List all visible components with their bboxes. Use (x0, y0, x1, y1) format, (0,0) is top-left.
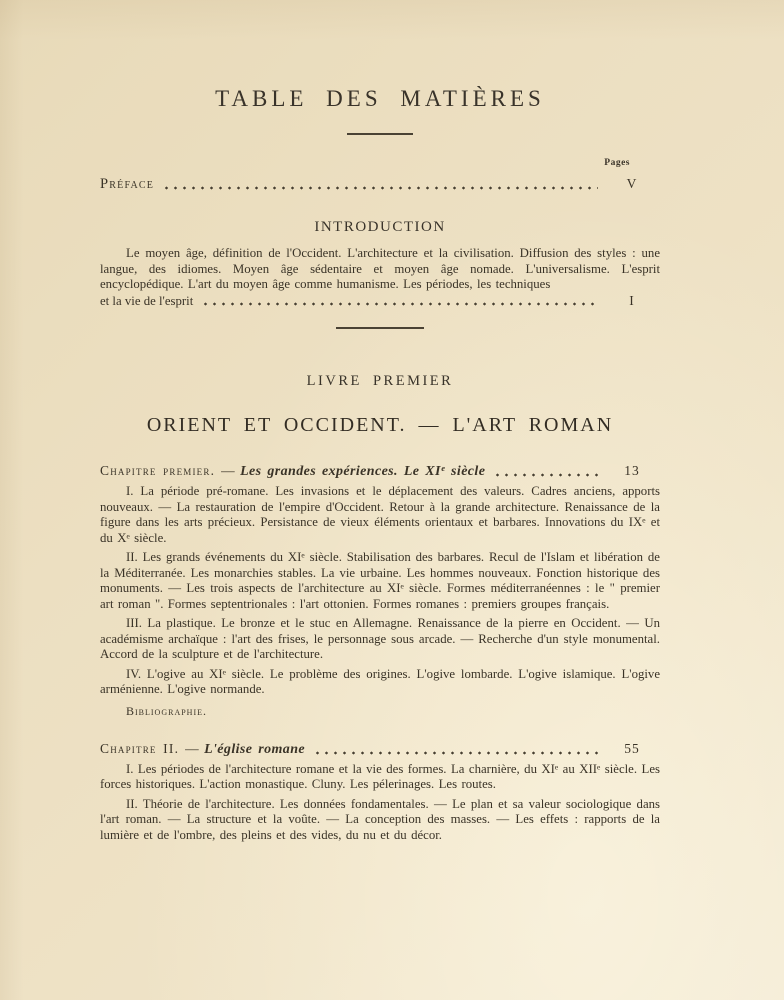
introduction-heading: INTRODUCTION (314, 219, 446, 235)
chapter-2-label (100, 741, 305, 758)
dash-separator: — (221, 463, 237, 478)
toc-entry-chapter-1 (100, 463, 660, 480)
pages-column-header: Pages (604, 158, 630, 168)
chapter-1-section-1: I. La période pré-romane. Les invasions et le déplacement des valeurs. Cadres anciens, apports nouveaux. — La restauration de l'empire d'Occident. Retour à la grande architecture. Renaissance de la figure dans les arts précieux. Persistance de vieux éléments orientaux et barbares. Innovations du IXᵉ et du Xᵉ siècle. (100, 484, 660, 545)
dot-leader (162, 176, 598, 193)
chapter-1-number: Chapitre premier. (100, 463, 216, 478)
toc-entry-preface (100, 176, 660, 193)
chapter-2-page-number: 55 (624, 740, 640, 756)
toc-entry-chapter-2 (100, 741, 660, 758)
introduction-summary: Le moyen âge, définition de l'Occident. L'architecture et la civilisation. Diffusion des styles : une langue, des idiomes. Moyen âge sédentaire et moyen âge nomade. L'universalisme. L'esprit encyclopédique. L'art du moyen âge comme humanisme. Les périodes, les techniques (100, 246, 660, 291)
chapter-2-section-1: I. Les périodes de l'architecture romane et la vie des formes. La charnière, du XIᵉ au XIIᵉ siècle. Les forces historiques. L'action monastique. Cluny. Les pélerinages. Les routes. (100, 761, 660, 791)
chapter-1-bibliography: Bibliographie. (126, 703, 207, 718)
introduction-page-number: I (629, 292, 635, 308)
chapter-1-section-2: II. Les grands événements du XIᵉ siècle. Stabilisation des barbares. Recul de l'Islam et libération de la Méditerranée. Les monarchies stables. La vie urbaine. Les hommes nouveaux. Fonction historique des monuments. — Les trois aspects de l'architecture au XIᵉ siècle. Formes méditerranéennes : le " premier art roman ". Formes septentrionales : l'art ottonien. Formes romanes : premiers groupes français. (100, 550, 660, 611)
introduction-tail-text: et la vie de l'esprit (100, 293, 194, 308)
chapter-1-label (100, 463, 485, 480)
dash-separator: — (185, 740, 201, 756)
preface-page-number: V (626, 176, 638, 191)
page-title: TABLE DES MATIÈRES (215, 86, 545, 111)
dot-leader (313, 741, 598, 758)
book-part-label: LIVRE PREMIER (306, 373, 454, 389)
chapter-2-section-2: II. Théorie de l'architecture. Les données fondamentales. — Le plan et sa valeur sociologique dans l'art roman. — La structure et la voûte. — La conception des masses. — Les effets : rapports de la lumière et de l'ombre, des pleins et des vides, du nu et du décor. (100, 796, 660, 842)
section-divider (336, 327, 424, 329)
chapter-1-title: Les grandes expériences. Le XIᵉ siècle (240, 464, 486, 479)
table-of-contents (100, 0, 660, 843)
introduction-tail-row (100, 293, 660, 310)
dot-leader (493, 463, 598, 480)
chapter-1-section-4: IV. L'ogive au XIᵉ siècle. Le problème des origines. L'ogive lombarde. L'ogive islamique. L'ogive arménienne. L'ogive normande. (100, 666, 660, 696)
preface-label: Préface (100, 176, 155, 192)
chapter-1-page-number: 13 (624, 463, 640, 478)
dot-leader (201, 293, 598, 310)
title-divider (347, 133, 413, 135)
chapter-1-section-3: III. La plastique. Le bronze et le stuc en Allemagne. Renaissance de la pierre en Occident. — Un académisme archaïque : l'art des frises, le personnage sous arcade. — Recherche d'un style monumental. Accord de la sculpture et de l'architecture. (100, 616, 660, 661)
chapter-2-title: L'église romane (204, 741, 305, 757)
chapter-2-number: Chapitre II. (100, 740, 180, 756)
book-part-title: ORIENT ET OCCIDENT. — L'ART ROMAN (146, 414, 614, 436)
